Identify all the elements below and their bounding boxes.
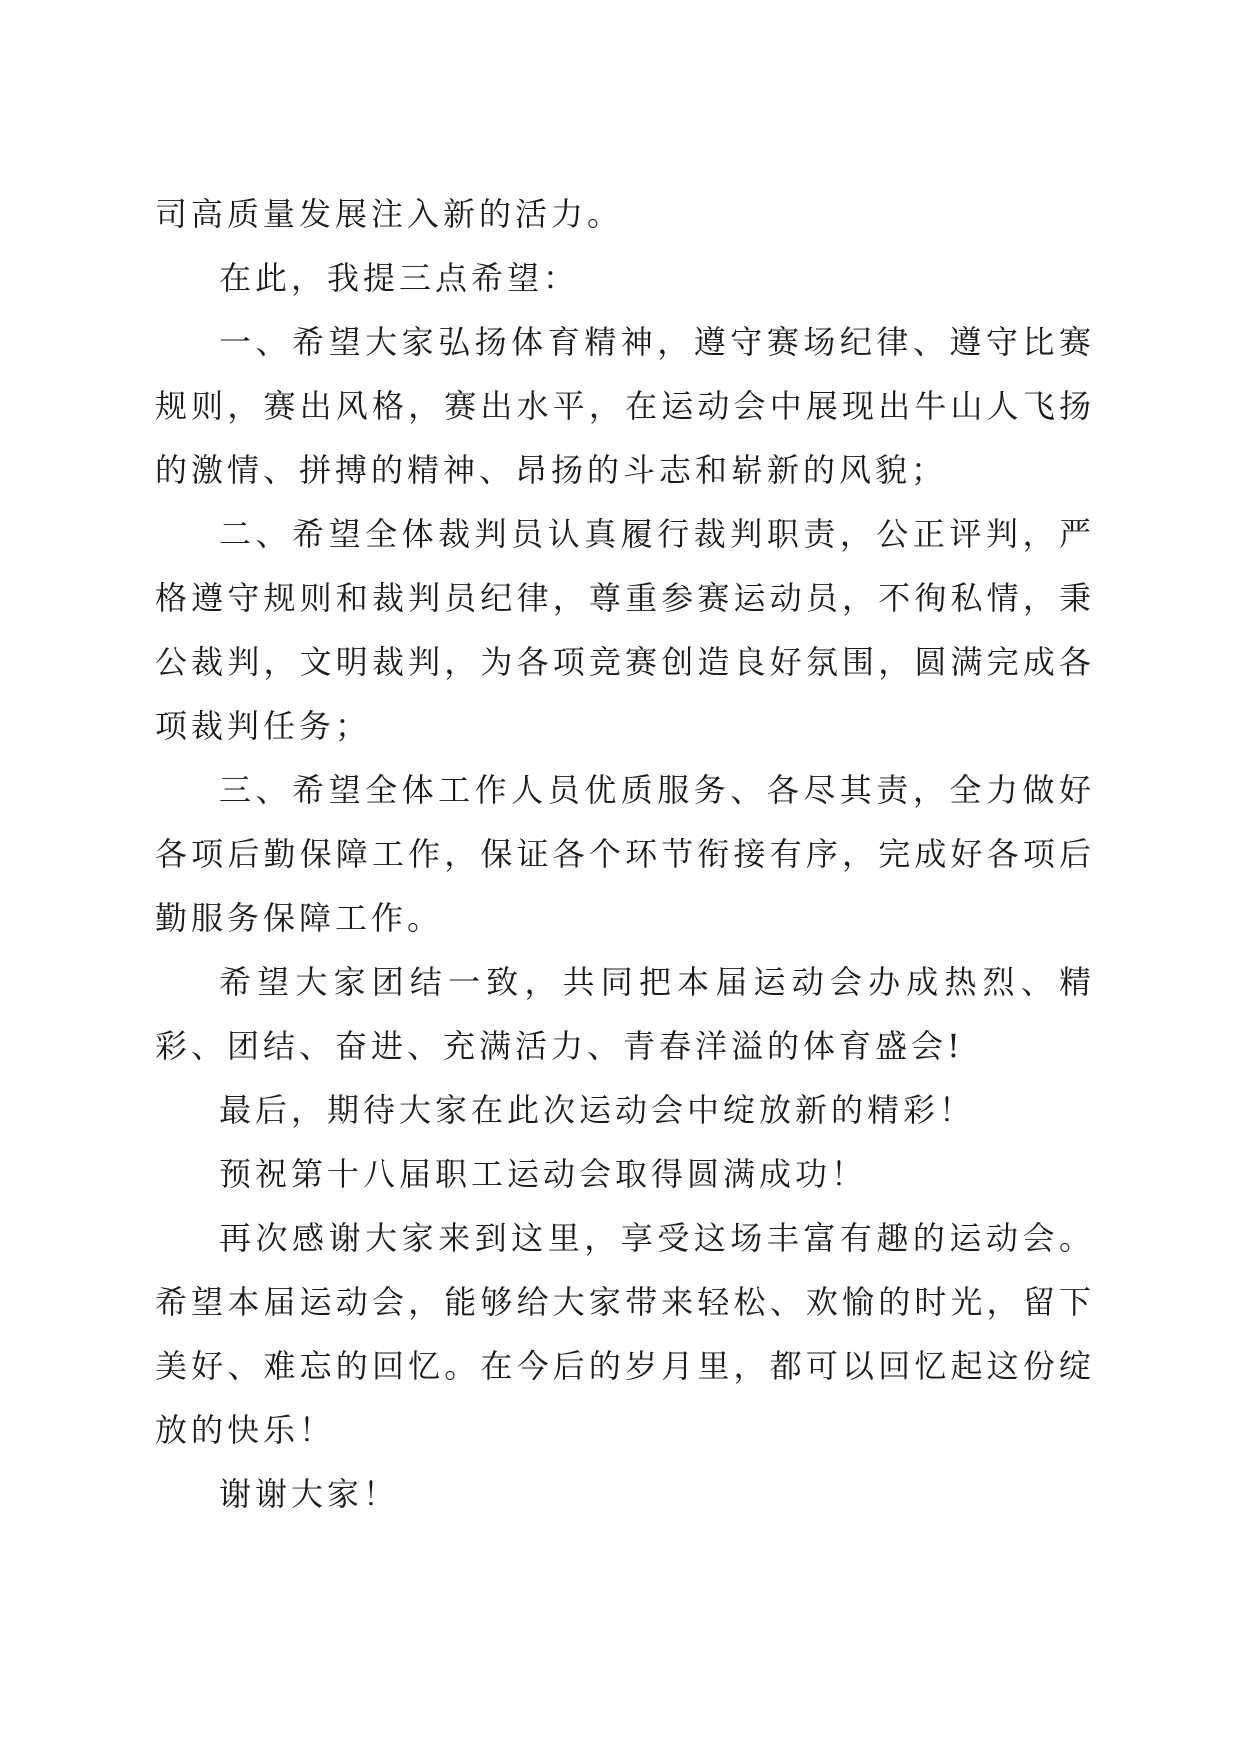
paragraph-intro-hopes: 在此，我提三点希望： xyxy=(219,259,580,297)
paragraph-thanks-again: 再次感谢大家来到这里，享受这场丰富有趣的运动会。希望本届运动会，能够给大家带来轻松、欢愉的时光，留下美好、难忘的回忆。在今后的岁月里，都可以回忆起这份绽放的快乐！ xyxy=(155,1219,1095,1449)
paragraph-hope-one: 一、希望大家弘扬体育精神，遵守赛场纪律、遵守比赛规则，赛出风格，赛出水平，在运动会中展现出牛山人飞扬的激情、拼搏的精神、昂扬的斗志和崭新的风貌； xyxy=(155,323,1095,489)
document-body xyxy=(155,182,1095,1526)
paragraph-finally: 最后，期待大家在此次运动会中绽放新的精彩！ xyxy=(219,1091,976,1129)
paragraph-hope-two: 二、希望全体裁判员认真履行裁判职责，公正评判，严格遵守规则和裁判员纪律，尊重参赛运动员，不徇私情，秉公裁判，文明裁判，为各项竞赛创造良好氛围，圆满完成各项裁判任务； xyxy=(155,515,1095,745)
paragraph-wish-success: 预祝第十八届职工运动会取得圆满成功！ xyxy=(219,1155,868,1193)
paragraph-closing-thanks: 谢谢大家！ xyxy=(219,1475,400,1513)
paragraph-unity: 希望大家团结一致，共同把本届运动会办成热烈、精彩、团结、奋进、充满活力、青春洋溢的体育盛会! xyxy=(155,963,1095,1065)
paragraph-hope-three: 三、希望全体工作人员优质服务、各尽其责，全力做好各项后勤保障工作，保证各个环节衔接有序，完成好各项后勤服务保障工作。 xyxy=(155,771,1095,937)
paragraph-continuation: 司高质量发展注入新的活力。 xyxy=(155,195,624,233)
